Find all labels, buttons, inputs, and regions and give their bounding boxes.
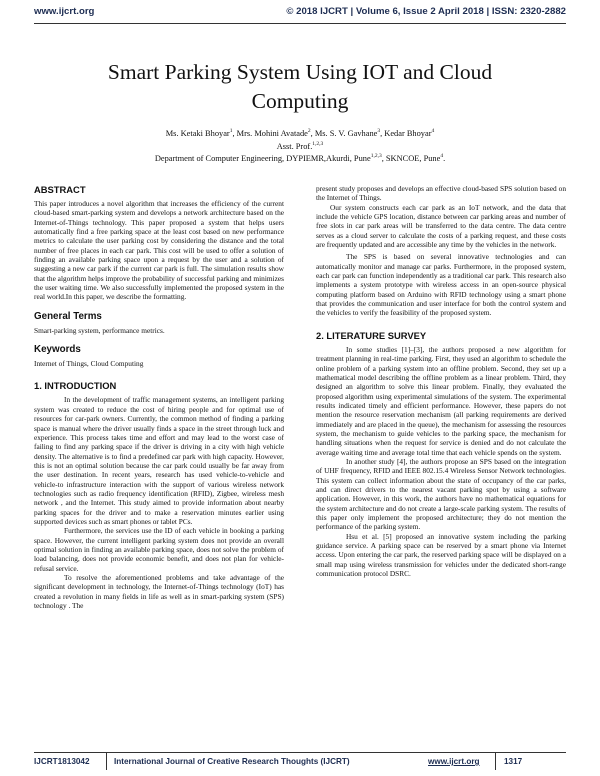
- intro-paragraph-3: To resolve the aforementioned problems and take advantage of the significant development in technology, the Internet-of-Things technology (IoT) has created a revolution in many fields in life as well as in smart-parking system (SPS) technology . The: [34, 573, 284, 611]
- footer-site-link[interactable]: www.ijcrt.org: [428, 757, 480, 766]
- author-affiliation: Department of Computer Engineering, DYPIEMR,Akurdi, Pune$^{1,2,3}$, SKNCOE, Pune$^4$.: [154, 153, 446, 163]
- keywords-text: Internet of Things, Cloud Computing: [34, 359, 144, 369]
- footer-divider: [495, 753, 496, 770]
- lit-paragraph-1: In some studies [1]–[3], the authors proposed a new algorithm for treatment planning in real-time parking. First, they used an algorithm to schedule the online problem of a parking system into an offline problem. Second, they set up a mathematical model describing the offline problem as a linear problem. Third, they designed an algorithm to solve this linear problem. Finally, they evaluated the proposed algorithm using experimental simulations of the system. The experimental results indicated timely and efficient performance. However, these papers do not mention the resource reservation mechanism (all parking requirements are derived immediately and are placed in the queue), the mechanism for assessing the resources system, the mechanism to guide vehicles to the parking space, the mechanism for handling situations when the request for service is denied and do not calculate the average waiting time and average total time that each vehicle spends on the system.: [316, 344, 566, 457]
- footer-page-number: 1317: [504, 757, 523, 766]
- introduction-heading: 1. INTRODUCTION: [34, 380, 117, 392]
- author-block: [40, 128, 560, 166]
- title-line-2: Computing: [251, 89, 349, 113]
- footer-divider: [106, 753, 107, 770]
- right-paragraph-0: present study proposes and develops an effective cloud-based SPS solution based on the Internet of Things.: [316, 184, 566, 203]
- footer-rule: [34, 752, 566, 753]
- abstract-heading: ABSTRACT: [34, 184, 86, 195]
- lit-paragraph-2: In another study [4], the authors propose an SPS based on the integration of UHF frequency, RFID and IEEE 802.15.4 Wireless Sensor Network technologies. This system can collect information about the state of occupancy of the car parks, and can direct drivers to the nearest vacant parking spot by using a software application. However, in this work, the authors have no mathematical equations for the system architecture and do not create a large-scale parking system. The results of this paper only implement the proposed architecture; they do not mention the performance of the parking system.: [316, 456, 566, 532]
- footer-journal: International Journal of Creative Research Thoughts (IJCRT): [114, 757, 350, 766]
- right-column: [316, 184, 566, 578]
- intro-paragraph-1: In the development of traffic management systems, an intelligent parking system was created to reduce the cost of hiring people and for optimal use of resources for car-park owners. Currently, the common method of finding a parking space is manual where the driver usually finds a space in the street through luck and experience. This process takes time and effort and may lead to the worst case of failing to find any parking space if the driver is driving in a city with high vehicle density. The alternative is to find a predefined car park with high capacity. However, this is not an optimal solution because the car park could usually be far away from the user destination. In recent years, research has used vehicle-to-vehicle and vehicle-to infrastructure interaction with the support of various wireless network technologies such as radio frequency identification (RFID), Zigbee, wireless mesh network , and the Internet. This study aimed to provide information about nearby parking spaces for the driver and to make a reservation minutes earlier using supported devices such as smart phones or tablet PCs.: [34, 395, 284, 526]
- right-paragraph-2: The SPS is based on several innovative technologies and can automatically monitor and manage car parks. Furthermore, in the proposed system, each car park can function independently as a traditional car park. This research also implements a system prototype with wireless access in an open-source physical computing platform based on Arduino with RFID technology using a smart phone that provides the communication and user interface for both the control system and the vehicles to verify the feasibility of the proposed system.: [316, 252, 566, 318]
- lit-paragraph-3: Hsu et al. [5] proposed an innovative system including the parking guidance service. A parking space can be reserved by a smart phone via Internet access. Upon entering the car park, the reserved parking space will be displayed on a small map using wireless transmission for vehicles under the dedicated short-range communication protocol DSRC.: [316, 531, 566, 579]
- header-site[interactable]: www.ijcrt.org: [34, 6, 95, 17]
- page-footer: [34, 757, 566, 770]
- general-terms-text: Smart-parking system, performance metrics.: [34, 325, 165, 335]
- footer-paper-id: IJCRT1813042: [34, 757, 90, 766]
- literature-survey-heading: 2. LITERATURE SURVEY: [316, 329, 427, 341]
- right-paragraph-1: Our system constructs each car park as an IoT network, and the data that include the vehicle GPS location, distance between car parking areas and number of free slots in car park areas will be transferred to the data centre. The data centre serves as a cloud server to calculate the costs of a parking request, and these costs are frequently updated and are accessible any time by the vehicles in the network.: [316, 202, 566, 250]
- paper-title: [60, 58, 540, 116]
- author-list: Ms. Ketaki Bhoyar$^1$, Mrs. Mohini Avatade$^2$, Ms. S. V. Gavhane$^3$, Kedar Bhoyar$^4$: [165, 128, 435, 138]
- header-citation: © 2018 IJCRT | Volume 6, Issue 2 April 2018 | ISSN: 2320-2882: [286, 6, 566, 17]
- abstract-text: This paper introduces a novel algorithm that increases the efficiency of the current cloud-based smart-parking system and develops a network architecture based on the Internet-of-Things technology. This paper proposed a system that helps users automatically find a free parking space at the least cost based on new performance metrics to calculate the user parking cost by considering the distance and the total number of free places in each car park. This cost will be used to offer a solution of finding an available parking space upon a request by the user and a solution of suggesting a new car park if the current car park is full. The simulation results show that the algorithm helps improve the probability of successful parking and minimizes the user waiting time. We also successfully implemented the proposed system in the real world.In this paper, we describe the formatting.: [34, 199, 284, 302]
- keywords-heading: Keywords: [34, 344, 81, 356]
- general-terms-heading: General Terms: [34, 310, 102, 322]
- page-header: [34, 6, 566, 20]
- author-position: Asst. Prof.$^{1,2,3}$: [276, 140, 324, 151]
- header-rule: [34, 23, 566, 24]
- intro-paragraph-2: Furthermore, the services use the ID of each vehicle in booking a parking space. However, the current intelligent parking system does not provide an overall optimal solution in finding an available parking space, does not solve the problem of load balancing, does not provide economic benefit, and does not plan for vehicle-refusal service.: [34, 526, 284, 573]
- title-line-1: Smart Parking System Using IOT and Cloud: [107, 60, 493, 84]
- left-column: [34, 184, 284, 610]
